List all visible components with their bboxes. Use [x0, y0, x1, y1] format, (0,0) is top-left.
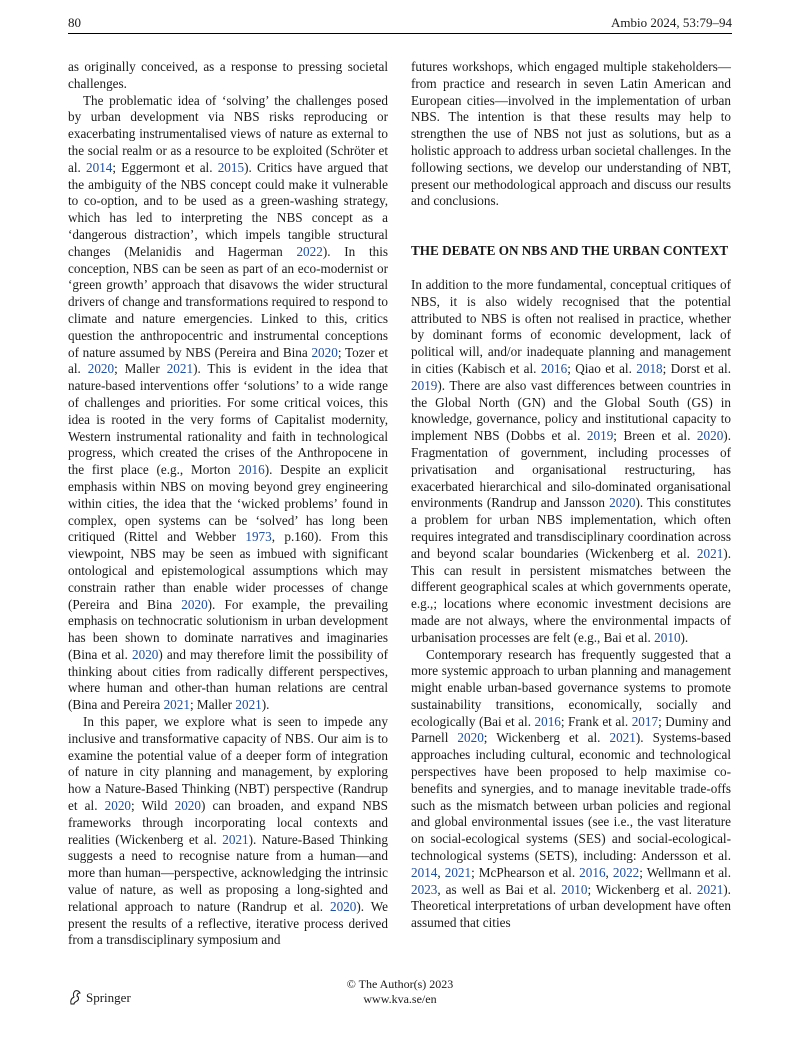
body-paragraph	[68, 59, 388, 93]
citation-link[interactable]: 2020	[311, 344, 338, 360]
paragraph-text: as originally conceived, as a response to pressing societal challenges.	[68, 59, 388, 91]
citation-link[interactable]: 2016	[579, 864, 606, 880]
paragraph-text: Contemporary research has frequently suggested that a more systemic approach to urban planning and management might enable urban-based governance systems to promote sustainability transitions, economically, socially and ecologically (Bai et al.	[411, 646, 731, 729]
citation-link[interactable]: 2021	[222, 831, 249, 847]
paragraph-text: ,	[605, 864, 613, 880]
springer-horse-icon	[68, 989, 82, 1005]
paragraph-text: ; Maller	[114, 361, 167, 377]
paragraph-text: In this paper, we explore what is seen to impede any inclusive and transformative capacity of NBS. Our aim is to examine the potential value of a deeper form of integration of nature in city planning and management, by exploring how a Nature-Based Thinking (NBT) perspective (Randrup et al.	[68, 714, 388, 814]
paragraph-text: ; Wickenberg et al.	[587, 881, 697, 897]
left-column	[68, 59, 388, 949]
citation-link[interactable]: 2020	[696, 428, 724, 444]
paragraph-text: ). There are also vast differences between countries in the Global North (GN) and the Global South (GS) in knowledge, governance, policy and institutional capacity to implement NBS (Dobbs et al.	[411, 377, 731, 444]
body-paragraph	[411, 647, 731, 933]
citation-link[interactable]: 2020	[457, 730, 484, 746]
citation-link[interactable]: 2014	[411, 864, 438, 880]
paragraph-text: ). This can result in persistent mismatches between the different geographical scales at which governments operate, e.g.,; locations where economic investment decisions are made are not always, where the environmental impacts of urbanisation processes are felt (e.g., Bai et al.	[411, 545, 731, 645]
paragraph-text: ; Frank et al.	[560, 713, 632, 729]
citation-link[interactable]: 2010	[561, 881, 588, 897]
citation-link[interactable]: 2020	[174, 798, 201, 814]
right-column	[411, 59, 731, 932]
paragraph-text: ; McPhearson et al.	[471, 864, 580, 880]
citation-link[interactable]: 2017	[631, 713, 659, 729]
citation-link[interactable]: 2023	[411, 881, 438, 897]
citation-link[interactable]: 2020	[181, 596, 208, 612]
paragraph-text: ; Breen et al.	[613, 428, 697, 444]
paragraph-text: , as well as Bai et al.	[437, 881, 562, 897]
body-paragraph	[68, 93, 388, 714]
paragraph-text: ). Nature-Based Thinking suggests a need to recognise nature from a human—and more than human—perspective, acknowledging the intrinsic value of nature, as well as proposing a long-sighted and relational approach to nature (Randrup et al.	[68, 831, 388, 914]
paragraph-text: ; Maller	[189, 697, 236, 713]
paragraph-text: ).	[261, 697, 270, 713]
citation-link[interactable]: 2020	[132, 646, 159, 662]
body-paragraph	[411, 59, 731, 210]
paragraph-text: ). Systems-based approaches including cultural, economic and technological perspectives have been proposed to help maximise co-benefits and synergies, and to manage inevitable trade-offs such as the mismatch between urban policies and regional and global environmental issues (see i.e., the vast literature on social-ecological systems (SES) and social-ecological-technological systems (SETS), including: Andersson et al.	[411, 730, 731, 864]
paragraph-text: In addition to the more fundamental, conceptual critiques of NBS, it is also widely recognised that the potential attributed to NBS is often not realised in practice, whether by dominant forms of economic development, lack of political will, and/or inadequate planning and management in cities (Kabisch et al.	[411, 276, 731, 376]
paragraph-text: ). In this conception, NBS can be seen as part of an eco-modernist or ‘green growth’ approach that disavows the wider structural drivers of change and transformations required to respond to climate and nature emergencies. Linked to this, critics question the anthropocentric and instrumental conceptions of nature assumed by NBS (Pereira and Bina	[68, 243, 388, 360]
paragraph-text: ; Duminy and Parnell	[411, 713, 732, 746]
citation-link[interactable]: 2021	[696, 881, 724, 897]
paragraph-text: ; Wild	[131, 798, 175, 814]
copyright-notice: © The Author(s) 2023	[346, 977, 454, 991]
citation-link[interactable]: 2021	[163, 697, 190, 713]
publisher-url[interactable]: www.kva.se/en	[363, 992, 437, 1006]
paragraph-text: ). We present the results of a reflective, iterative process derived from a transdisciplinary symposium and	[68, 898, 388, 948]
paragraph-text: , p.160). From this viewpoint, NBS may be seen as imbued with significant ontological and epistemological assumptions which may constrain rather than enable wider processes of change (Pereira and Bina	[68, 529, 389, 612]
paragraph-text: ; Dorst et al.	[662, 360, 731, 376]
citation-link[interactable]: 2016	[238, 462, 265, 478]
paragraph-text: ; Tozer et al.	[68, 344, 388, 377]
citation-link[interactable]: 2021	[235, 697, 262, 713]
citation-link[interactable]: 2022	[296, 243, 323, 259]
body-paragraph	[411, 277, 731, 647]
paragraph-text: ) can broaden, and expand NBS frameworks through incorporating local contexts and realities (Wickenberg et al.	[68, 798, 388, 847]
paragraph-text: ). For example, the prevailing emphasis on technocratic solutionism in urban development has been shown to dominate narratives and imaginaries (Bina et al.	[68, 596, 388, 662]
paragraph-text: ).	[680, 629, 689, 645]
citation-link[interactable]: 2020	[609, 495, 636, 511]
citation-link[interactable]: 2019	[411, 377, 438, 393]
citation-link[interactable]: 2021	[166, 361, 194, 377]
header-rule	[68, 33, 732, 34]
citation-link[interactable]: 2021	[609, 730, 636, 746]
paragraph-text: ,	[437, 864, 445, 880]
paragraph-text: ). This constitutes a problem for urban NBS implementation, which often requires integrated and transdisciplinary coordination across and beyond scalar boundaries (Wickenberg et al.	[411, 495, 731, 561]
paragraph-text: futures workshops, which engaged multiple stakeholders—from practice and research in seven Latin American and European cities—involved in the implementation of urban NBS. The intention is that these results may help to strengthen the use of NBS not just as solutions, but as a holistic approach to address urban societal challenges. In the following sections, we develop our understanding of NBT, present our methodological approach and discuss our results and conclusions.	[411, 59, 731, 209]
paragraph-text: ). Despite an explicit emphasis within NBS on moving beyond grey engineering within cities, the idea that the ‘wicked problems’ found in complex, open systems can be ‘solved’ has long been critiqued (Rittel and Webber	[68, 462, 389, 545]
citation-link[interactable]: 2010	[654, 629, 681, 645]
paragraph-text: ). Theoretical interpretations of urban development have often assumed that cities	[411, 881, 731, 931]
citation-link[interactable]: 2015	[217, 159, 245, 175]
citation-link[interactable]: 2018	[636, 360, 663, 376]
paragraph-text: ; Wickenberg et al.	[483, 730, 610, 746]
paragraph-text: ; Qiao et al.	[567, 360, 637, 376]
paragraph-text: The problematic idea of ‘solving’ the challenges posed by urban development via NBS risks reproducing or exacerbating instrumentalised views of nature as external to the social realm or as a resource to be exploited (Schröter et al.	[68, 92, 388, 175]
citation-link[interactable]: 2016	[534, 713, 561, 729]
citation-link[interactable]: 2021	[444, 864, 472, 880]
publisher-name: Springer	[86, 989, 131, 1005]
paragraph-text: ). This is evident in the idea that nature-based interventions offer ‘solutions’ to a wide range of challenges and priorities. For some critical voices, this idea is rooted in the very forms of Capitalist modernity, Western instrumental rationality and faith in technological progress, which created the crises of the Anthropocene in the first place (e.g., Morton	[68, 361, 388, 478]
paragraph-text: ) and may therefore limit the possibility of thinking about cities from radically different perspectives, where human and other-than human relations are central (Bina and Pereira	[68, 646, 388, 713]
paragraph-text: ). Fragmentation of government, including processes of privatisation and organisational restructuring, has exacerbated hierarchical and silo-dominated organisational environments (Randrup and Jansson	[411, 428, 731, 511]
citation-link[interactable]: 2021	[696, 545, 724, 561]
springer-logo	[68, 989, 131, 1005]
citation-link[interactable]: 2014	[86, 159, 113, 175]
section-heading: THE DEBATE ON NBS AND THE URBAN CONTEXT	[411, 243, 729, 259]
paragraph-text: ; Eggermont et al.	[112, 159, 218, 175]
citation-link[interactable]: 2020	[87, 361, 115, 377]
page-header	[68, 14, 732, 32]
citation-link[interactable]: 2022	[612, 864, 640, 880]
section-spacer	[411, 210, 731, 243]
page-number: 80	[68, 15, 81, 30]
citation-link[interactable]: 2020	[330, 898, 357, 914]
journal-citation: Ambio 2024, 53:79–94	[611, 15, 732, 30]
citation-link[interactable]: 2019	[586, 428, 614, 444]
section-spacer	[411, 260, 731, 277]
paragraph-text: ). Critics have argued that the ambiguity of the NBS concept could make it vulnerable to co-option, and to be used as a green-washing strategy, which has led to interpreting the NBS concept as a ‘dangerous distraction’, which impels tangible structural changes (Melanidis and Hagerman	[68, 159, 388, 259]
body-paragraph	[68, 714, 388, 949]
citation-link[interactable]: 2020	[104, 798, 132, 814]
citation-link[interactable]: 1973	[245, 529, 272, 545]
citation-link[interactable]: 2016	[540, 360, 568, 376]
paragraph-text: ; Wellmann et al.	[639, 864, 732, 880]
